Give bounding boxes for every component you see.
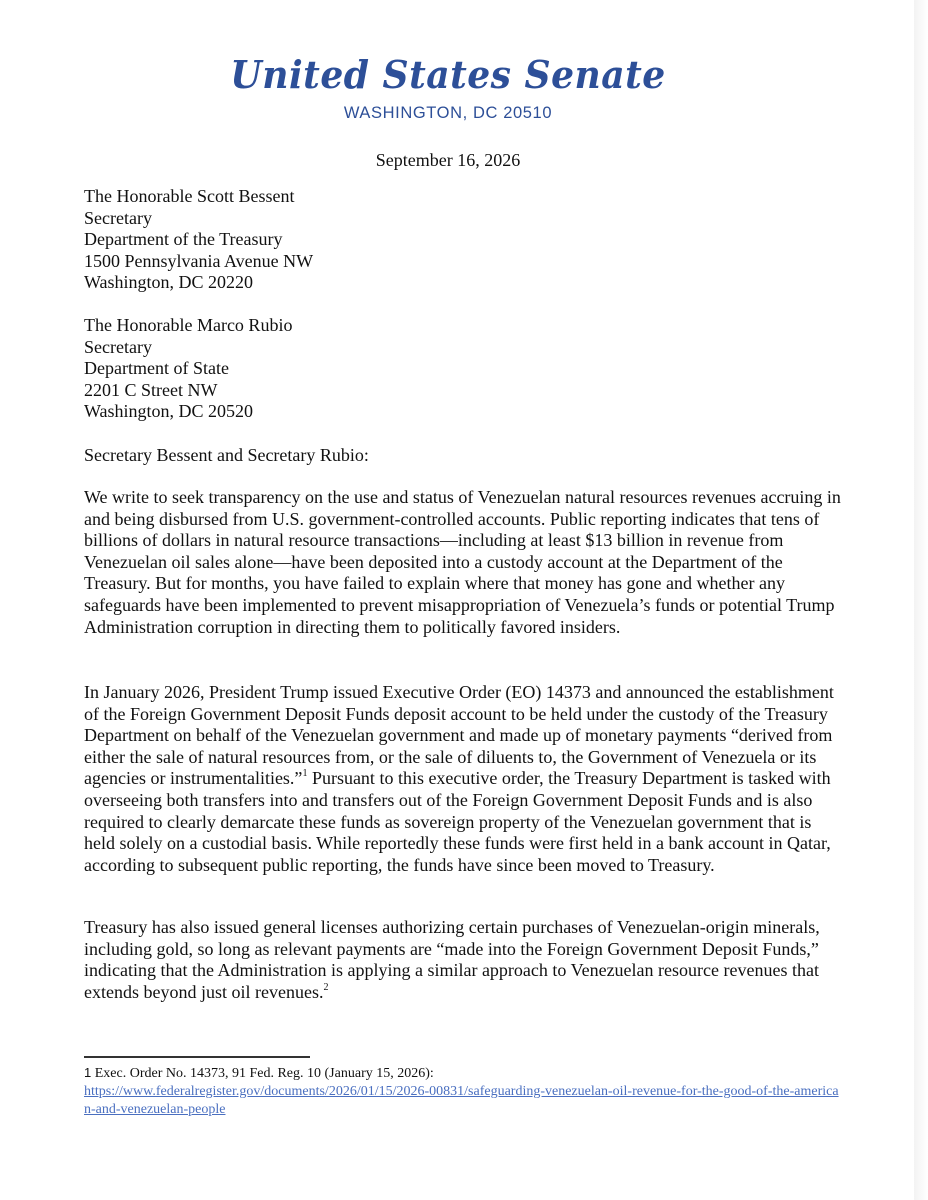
footnote-ref-1: 1 <box>302 768 308 780</box>
footnote-link[interactable]: https://www.federalregister.gov/documents/2026/01/15/2026-00831/safeguarding-venezuelan-oil-revenue-for-the-good-of-the-american-and-venezuelan-people <box>84 1084 839 1117</box>
address-line: Washington, DC 20520 <box>84 401 254 422</box>
address-line: 1500 Pennsylvania Avenue NW <box>84 250 314 271</box>
body-paragraph-3 <box>84 917 844 1003</box>
address-line: Secretary <box>84 207 152 228</box>
address-line: The Honorable Scott Bessent <box>84 186 295 206</box>
address-line: Department of State <box>84 358 229 379</box>
recipient-address-treasury <box>84 186 584 294</box>
footnote-number: 1 <box>84 1065 92 1080</box>
address-line: Department of the Treasury <box>84 229 283 250</box>
footnote-citation: Exec. Order No. 14373, 91 Fed. Reg. 10 (January 15, 2026): <box>94 1066 434 1081</box>
address-line: Washington, DC 20220 <box>84 272 254 293</box>
paragraph-text: Pursuant to this executive order, the Treasury Department is tasked with overseeing both transfers into and transfers out of the Foreign Government Deposit Funds and is also required to clearly demarcate these funds as sovereign property of the Venezuelan government that is held solely on a custodial basis. While reportedly these funds were first held in a bank account in Qatar, according to subsequent public reporting, the funds have since been moved to Treasury. <box>84 768 831 875</box>
letterhead <box>0 52 896 123</box>
senate-title: United States Senate <box>230 52 666 97</box>
body-paragraph-2 <box>84 682 844 876</box>
footnote-1 <box>84 1064 844 1119</box>
address-line: Secretary <box>84 336 152 357</box>
footnote-divider <box>84 1056 310 1058</box>
recipient-address-state <box>84 315 584 423</box>
paragraph-text: Treasury has also issued general licenses authorizing certain purchases of Venezuelan-origin minerals, including gold, so long as relevant payments are “made into the Foreign Government Deposit Funds,” indicating that the Administration is applying a similar approach to Venezuelan resource revenues that extends beyond just oil revenues. <box>84 917 820 1002</box>
senate-location: WASHINGTON, DC 20510 <box>343 104 553 122</box>
page-edge-shadow <box>914 0 928 1200</box>
address-line: 2201 C Street NW <box>84 379 218 400</box>
salutation: Secretary Bessent and Secretary Rubio: <box>84 445 369 465</box>
footnote-ref-2: 2 <box>323 981 329 993</box>
address-line: The Honorable Marco Rubio <box>84 315 293 335</box>
letter-date: September 16, 2026 <box>375 150 521 170</box>
paragraph-text: In January 2026, President Trump issued Executive Order (EO) 14373 and announced the establishment of the Foreign Government Deposit Funds deposit account to be held under the custody of the Treasury Department on behalf of the Venezuelan government and made up of monetary payments “derived from either the sale of natural resources from, or the sale of diluents to, the Government of Venezuela or its agencies or instrumentalities.” <box>84 682 834 789</box>
body-paragraph-1: We write to seek transparency on the use and status of Venezuelan natural resources revenues accruing in and being disbursed from U.S. government-controlled accounts. Public reporting indicates that tens of billions of dollars in natural resource transactions—including at least $13 billion in revenue from Venezuelan oil sales alone—have been deposited into a custody account at the Department of the Treasury. But for months, you have failed to explain where that money has gone and whether any safeguards have been implemented to prevent misappropriation of Venezuela’s funds or potential Trump Administration corruption in directing them to politically favored insiders. <box>84 487 841 637</box>
